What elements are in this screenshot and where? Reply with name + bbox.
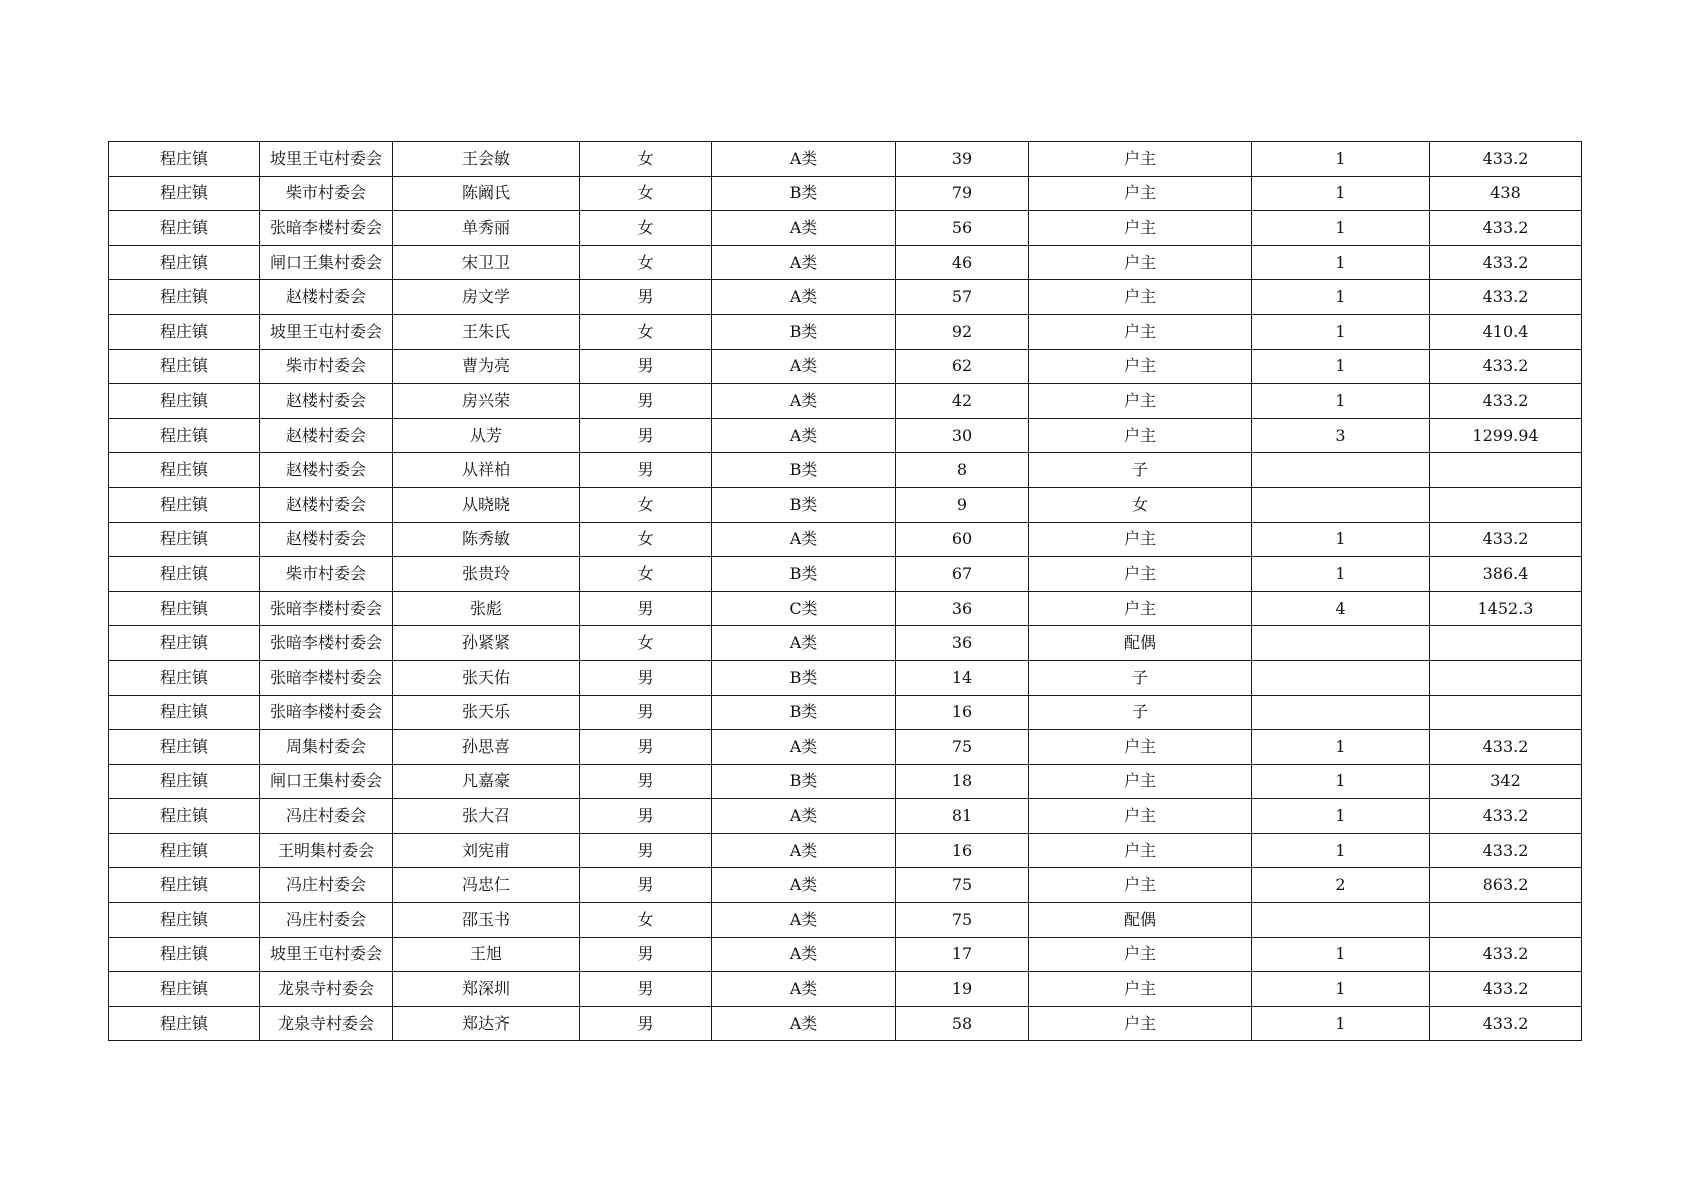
gender-cell: 女: [580, 211, 712, 246]
household-size-cell: 1: [1252, 211, 1430, 246]
name-cell: 孙思喜: [393, 730, 580, 765]
gender-cell: 男: [580, 764, 712, 799]
town-cell: 程庄镇: [109, 626, 260, 661]
town-cell: 程庄镇: [109, 764, 260, 799]
town-cell: 程庄镇: [109, 142, 260, 177]
village-cell: 赵楼村委会: [260, 487, 393, 522]
household-size-cell: 1: [1252, 522, 1430, 557]
name-cell: 陈秀敏: [393, 522, 580, 557]
table-row: [109, 1006, 1582, 1041]
town-cell: 程庄镇: [109, 868, 260, 903]
village-cell: 赵楼村委会: [260, 384, 393, 419]
village-cell: 张暗李楼村委会: [260, 211, 393, 246]
table-row: [109, 868, 1582, 903]
age-cell: 62: [896, 349, 1029, 384]
amount-cell: 433.2: [1430, 799, 1582, 834]
amount-cell: 410.4: [1430, 314, 1582, 349]
gender-cell: 女: [580, 626, 712, 661]
household-size-cell: [1252, 487, 1430, 522]
relation-cell: 户主: [1029, 799, 1252, 834]
name-cell: 张贵玲: [393, 557, 580, 592]
table-row: [109, 660, 1582, 695]
age-cell: 79: [896, 176, 1029, 211]
village-cell: 坡里王屯村委会: [260, 314, 393, 349]
category-cell: B类: [712, 314, 896, 349]
table-row: [109, 972, 1582, 1007]
age-cell: 75: [896, 868, 1029, 903]
gender-cell: 女: [580, 903, 712, 938]
category-cell: A类: [712, 384, 896, 419]
category-cell: B类: [712, 764, 896, 799]
town-cell: 程庄镇: [109, 245, 260, 280]
town-cell: 程庄镇: [109, 557, 260, 592]
relation-cell: 户主: [1029, 730, 1252, 765]
name-cell: 王朱氏: [393, 314, 580, 349]
village-cell: 周集村委会: [260, 730, 393, 765]
gender-cell: 男: [580, 695, 712, 730]
household-size-cell: [1252, 903, 1430, 938]
relation-cell: 女: [1029, 487, 1252, 522]
household-size-cell: 1: [1252, 557, 1430, 592]
amount-cell: 433.2: [1430, 833, 1582, 868]
household-size-cell: 1: [1252, 314, 1430, 349]
town-cell: 程庄镇: [109, 660, 260, 695]
village-cell: 张暗李楼村委会: [260, 695, 393, 730]
category-cell: A类: [712, 245, 896, 280]
table-row: [109, 903, 1582, 938]
household-size-cell: 1: [1252, 764, 1430, 799]
amount-cell: 433.2: [1430, 245, 1582, 280]
table-row: [109, 695, 1582, 730]
table-row: [109, 245, 1582, 280]
name-cell: 陈阚氏: [393, 176, 580, 211]
relation-cell: 户主: [1029, 418, 1252, 453]
household-size-cell: 1: [1252, 972, 1430, 1007]
town-cell: 程庄镇: [109, 903, 260, 938]
relation-cell: 户主: [1029, 349, 1252, 384]
age-cell: 39: [896, 142, 1029, 177]
gender-cell: 女: [580, 314, 712, 349]
amount-cell: 438: [1430, 176, 1582, 211]
age-cell: 14: [896, 660, 1029, 695]
village-cell: 柴市村委会: [260, 349, 393, 384]
household-size-cell: 1: [1252, 799, 1430, 834]
table-row: [109, 557, 1582, 592]
age-cell: 67: [896, 557, 1029, 592]
amount-cell: 1452.3: [1430, 591, 1582, 626]
table-row: [109, 314, 1582, 349]
household-size-cell: [1252, 695, 1430, 730]
table-row: [109, 833, 1582, 868]
relation-cell: 户主: [1029, 764, 1252, 799]
category-cell: B类: [712, 660, 896, 695]
amount-cell: 433.2: [1430, 522, 1582, 557]
category-cell: A类: [712, 833, 896, 868]
age-cell: 17: [896, 937, 1029, 972]
town-cell: 程庄镇: [109, 1006, 260, 1041]
relation-cell: 配偶: [1029, 626, 1252, 661]
town-cell: 程庄镇: [109, 211, 260, 246]
household-size-cell: 1: [1252, 937, 1430, 972]
category-cell: A类: [712, 280, 896, 315]
name-cell: 刘宪甫: [393, 833, 580, 868]
name-cell: 张大召: [393, 799, 580, 834]
relation-cell: 户主: [1029, 142, 1252, 177]
household-size-cell: 1: [1252, 176, 1430, 211]
table-row: [109, 626, 1582, 661]
name-cell: 郑达齐: [393, 1006, 580, 1041]
age-cell: 42: [896, 384, 1029, 419]
category-cell: A类: [712, 349, 896, 384]
table-row: [109, 799, 1582, 834]
relation-cell: 户主: [1029, 937, 1252, 972]
relation-cell: 户主: [1029, 522, 1252, 557]
household-size-cell: 1: [1252, 142, 1430, 177]
table-body: [109, 142, 1582, 1041]
relation-cell: 子: [1029, 660, 1252, 695]
town-cell: 程庄镇: [109, 972, 260, 1007]
village-cell: 龙泉寺村委会: [260, 972, 393, 1007]
town-cell: 程庄镇: [109, 314, 260, 349]
age-cell: 46: [896, 245, 1029, 280]
village-cell: 张暗李楼村委会: [260, 626, 393, 661]
table-row: [109, 280, 1582, 315]
village-cell: 王明集村委会: [260, 833, 393, 868]
amount-cell: [1430, 626, 1582, 661]
category-cell: B类: [712, 487, 896, 522]
town-cell: 程庄镇: [109, 176, 260, 211]
roster-table: [108, 141, 1582, 1041]
table-row: [109, 487, 1582, 522]
category-cell: A类: [712, 730, 896, 765]
name-cell: 邵玉书: [393, 903, 580, 938]
village-cell: 赵楼村委会: [260, 522, 393, 557]
category-cell: B类: [712, 453, 896, 488]
relation-cell: 子: [1029, 453, 1252, 488]
household-size-cell: 4: [1252, 591, 1430, 626]
gender-cell: 男: [580, 453, 712, 488]
relation-cell: 户主: [1029, 557, 1252, 592]
category-cell: A类: [712, 1006, 896, 1041]
relation-cell: 子: [1029, 695, 1252, 730]
category-cell: C类: [712, 591, 896, 626]
village-cell: 张暗李楼村委会: [260, 591, 393, 626]
category-cell: A类: [712, 972, 896, 1007]
gender-cell: 男: [580, 868, 712, 903]
amount-cell: [1430, 695, 1582, 730]
age-cell: 58: [896, 1006, 1029, 1041]
amount-cell: [1430, 903, 1582, 938]
gender-cell: 男: [580, 730, 712, 765]
household-size-cell: 1: [1252, 349, 1430, 384]
name-cell: 从芳: [393, 418, 580, 453]
village-cell: 坡里王屯村委会: [260, 937, 393, 972]
amount-cell: 433.2: [1430, 280, 1582, 315]
name-cell: 房文学: [393, 280, 580, 315]
village-cell: 闸口王集村委会: [260, 764, 393, 799]
gender-cell: 女: [580, 487, 712, 522]
table-row: [109, 591, 1582, 626]
amount-cell: [1430, 660, 1582, 695]
household-size-cell: 1: [1252, 730, 1430, 765]
age-cell: 16: [896, 833, 1029, 868]
amount-cell: 433.2: [1430, 730, 1582, 765]
category-cell: A类: [712, 522, 896, 557]
age-cell: 92: [896, 314, 1029, 349]
village-cell: 坡里王屯村委会: [260, 142, 393, 177]
age-cell: 81: [896, 799, 1029, 834]
amount-cell: 433.2: [1430, 972, 1582, 1007]
table-row: [109, 764, 1582, 799]
amount-cell: 1299.94: [1430, 418, 1582, 453]
relation-cell: 户主: [1029, 833, 1252, 868]
amount-cell: [1430, 453, 1582, 488]
household-size-cell: 1: [1252, 384, 1430, 419]
name-cell: 郑深圳: [393, 972, 580, 1007]
gender-cell: 男: [580, 418, 712, 453]
village-cell: 赵楼村委会: [260, 418, 393, 453]
category-cell: A类: [712, 142, 896, 177]
town-cell: 程庄镇: [109, 522, 260, 557]
town-cell: 程庄镇: [109, 453, 260, 488]
age-cell: 36: [896, 591, 1029, 626]
age-cell: 18: [896, 764, 1029, 799]
name-cell: 王会敏: [393, 142, 580, 177]
town-cell: 程庄镇: [109, 833, 260, 868]
name-cell: 宋卫卫: [393, 245, 580, 280]
relation-cell: 户主: [1029, 384, 1252, 419]
relation-cell: 户主: [1029, 245, 1252, 280]
town-cell: 程庄镇: [109, 730, 260, 765]
table-row: [109, 142, 1582, 177]
age-cell: 8: [896, 453, 1029, 488]
amount-cell: 863.2: [1430, 868, 1582, 903]
town-cell: 程庄镇: [109, 937, 260, 972]
name-cell: 孙紧紧: [393, 626, 580, 661]
category-cell: A类: [712, 868, 896, 903]
gender-cell: 男: [580, 1006, 712, 1041]
name-cell: 从晓晓: [393, 487, 580, 522]
relation-cell: 户主: [1029, 591, 1252, 626]
relation-cell: 户主: [1029, 211, 1252, 246]
gender-cell: 男: [580, 384, 712, 419]
household-size-cell: 1: [1252, 245, 1430, 280]
gender-cell: 男: [580, 349, 712, 384]
gender-cell: 男: [580, 833, 712, 868]
gender-cell: 男: [580, 280, 712, 315]
table-row: [109, 176, 1582, 211]
name-cell: 房兴荣: [393, 384, 580, 419]
name-cell: 张天佑: [393, 660, 580, 695]
gender-cell: 男: [580, 799, 712, 834]
name-cell: 王旭: [393, 937, 580, 972]
category-cell: A类: [712, 418, 896, 453]
village-cell: 柴市村委会: [260, 176, 393, 211]
household-size-cell: [1252, 453, 1430, 488]
amount-cell: 433.2: [1430, 349, 1582, 384]
relation-cell: 户主: [1029, 868, 1252, 903]
table-row: [109, 384, 1582, 419]
village-cell: 闸口王集村委会: [260, 245, 393, 280]
relation-cell: 户主: [1029, 314, 1252, 349]
household-size-cell: 1: [1252, 833, 1430, 868]
town-cell: 程庄镇: [109, 384, 260, 419]
age-cell: 60: [896, 522, 1029, 557]
category-cell: B类: [712, 695, 896, 730]
table-row: [109, 211, 1582, 246]
name-cell: 冯忠仁: [393, 868, 580, 903]
gender-cell: 男: [580, 937, 712, 972]
name-cell: 单秀丽: [393, 211, 580, 246]
amount-cell: 386.4: [1430, 557, 1582, 592]
relation-cell: 户主: [1029, 280, 1252, 315]
amount-cell: 433.2: [1430, 142, 1582, 177]
village-cell: 冯庄村委会: [260, 799, 393, 834]
gender-cell: 男: [580, 660, 712, 695]
age-cell: 9: [896, 487, 1029, 522]
age-cell: 30: [896, 418, 1029, 453]
category-cell: A类: [712, 937, 896, 972]
table-row: [109, 730, 1582, 765]
table-row: [109, 937, 1582, 972]
name-cell: 曹为亮: [393, 349, 580, 384]
gender-cell: 女: [580, 245, 712, 280]
age-cell: 19: [896, 972, 1029, 1007]
category-cell: B类: [712, 176, 896, 211]
age-cell: 75: [896, 730, 1029, 765]
category-cell: A类: [712, 211, 896, 246]
age-cell: 57: [896, 280, 1029, 315]
town-cell: 程庄镇: [109, 418, 260, 453]
household-size-cell: 2: [1252, 868, 1430, 903]
category-cell: A类: [712, 626, 896, 661]
amount-cell: [1430, 487, 1582, 522]
town-cell: 程庄镇: [109, 799, 260, 834]
town-cell: 程庄镇: [109, 591, 260, 626]
relation-cell: 户主: [1029, 176, 1252, 211]
gender-cell: 女: [580, 522, 712, 557]
village-cell: 赵楼村委会: [260, 280, 393, 315]
amount-cell: 433.2: [1430, 937, 1582, 972]
table-row: [109, 522, 1582, 557]
age-cell: 56: [896, 211, 1029, 246]
name-cell: 张天乐: [393, 695, 580, 730]
relation-cell: 户主: [1029, 1006, 1252, 1041]
gender-cell: 男: [580, 972, 712, 1007]
household-size-cell: 3: [1252, 418, 1430, 453]
category-cell: A类: [712, 903, 896, 938]
town-cell: 程庄镇: [109, 349, 260, 384]
household-size-cell: [1252, 660, 1430, 695]
town-cell: 程庄镇: [109, 280, 260, 315]
gender-cell: 男: [580, 591, 712, 626]
village-cell: 张暗李楼村委会: [260, 660, 393, 695]
household-size-cell: [1252, 626, 1430, 661]
village-cell: 冯庄村委会: [260, 903, 393, 938]
gender-cell: 女: [580, 176, 712, 211]
age-cell: 16: [896, 695, 1029, 730]
relation-cell: 配偶: [1029, 903, 1252, 938]
village-cell: 柴市村委会: [260, 557, 393, 592]
category-cell: A类: [712, 799, 896, 834]
household-size-cell: 1: [1252, 1006, 1430, 1041]
amount-cell: 433.2: [1430, 1006, 1582, 1041]
table-row: [109, 349, 1582, 384]
town-cell: 程庄镇: [109, 695, 260, 730]
name-cell: 张彪: [393, 591, 580, 626]
village-cell: 赵楼村委会: [260, 453, 393, 488]
amount-cell: 433.2: [1430, 211, 1582, 246]
relation-cell: 户主: [1029, 972, 1252, 1007]
name-cell: 凡嘉豪: [393, 764, 580, 799]
village-cell: 龙泉寺村委会: [260, 1006, 393, 1041]
gender-cell: 女: [580, 557, 712, 592]
amount-cell: 433.2: [1430, 384, 1582, 419]
age-cell: 75: [896, 903, 1029, 938]
age-cell: 36: [896, 626, 1029, 661]
gender-cell: 女: [580, 142, 712, 177]
amount-cell: 342: [1430, 764, 1582, 799]
town-cell: 程庄镇: [109, 487, 260, 522]
village-cell: 冯庄村委会: [260, 868, 393, 903]
name-cell: 从祥柏: [393, 453, 580, 488]
table-row: [109, 418, 1582, 453]
table-row: [109, 453, 1582, 488]
category-cell: B类: [712, 557, 896, 592]
household-size-cell: 1: [1252, 280, 1430, 315]
